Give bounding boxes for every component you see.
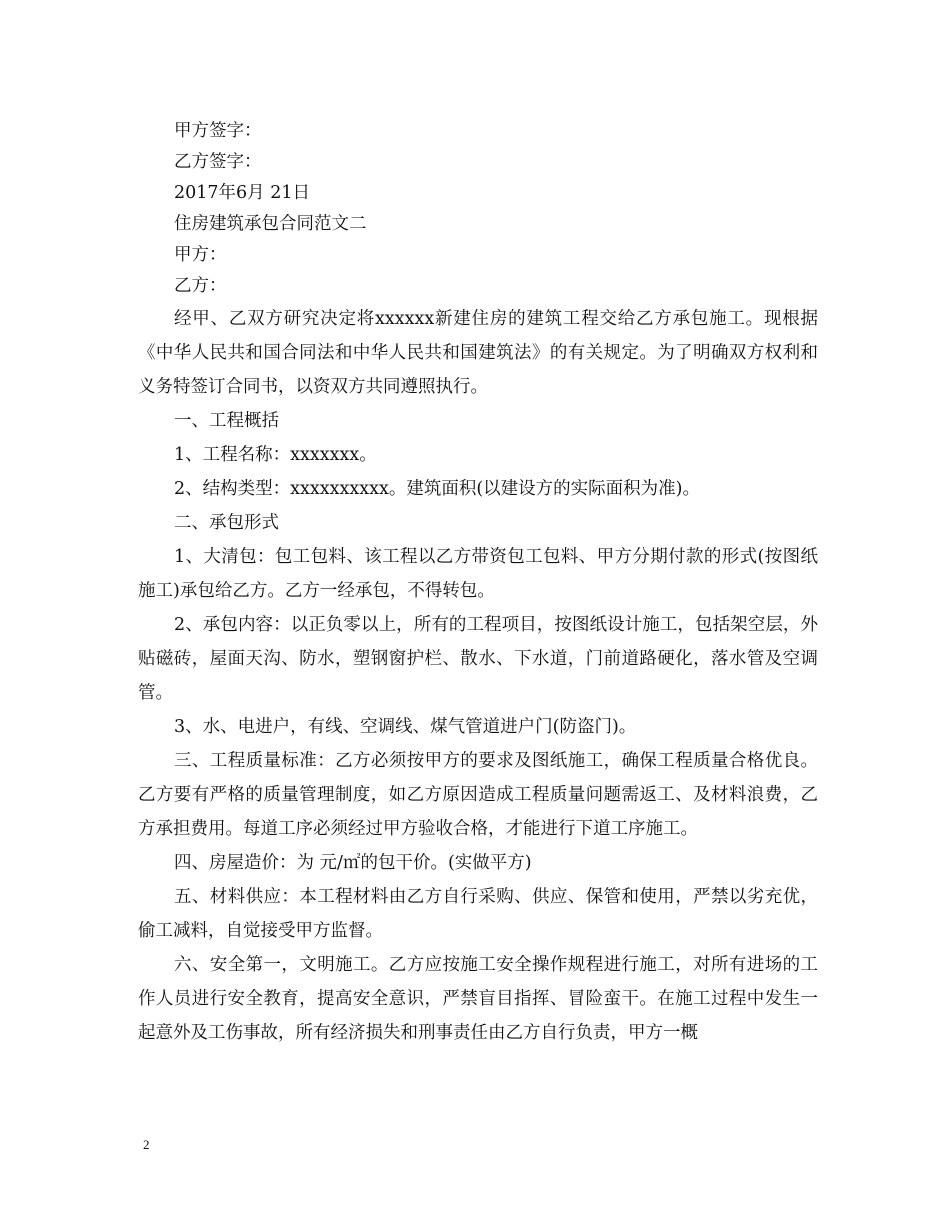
party-a-signature: 甲方签字： — [174, 121, 262, 141]
contract-form-item-1: 1、大清包：包工包料、该工程以乙方带资包工包料、甲方分期付款的形式(按图纸施工)承包给乙方。乙方一经承包，不得转包。 — [138, 547, 818, 601]
section-heading-overview: 一、工程概括 — [174, 411, 279, 431]
project-name-item: 1、工程名称：xxxxxxx。 — [174, 445, 377, 465]
signature-date: 2017年6月 21日 — [174, 183, 311, 203]
party-a-label: 甲方： — [174, 245, 227, 265]
material-supply-paragraph: 五、材料供应：本工程材料由乙方自行采购、供应、保管和使用，严禁以劣充优，偷工减料，自觉接受甲方监督。 — [138, 887, 818, 941]
document-body — [138, 116, 818, 1050]
structure-type-item: 2、结构类型：xxxxxxxxxx。建筑面积(以建设方的实际面积为准)。 — [174, 479, 700, 499]
party-b-label: 乙方： — [174, 276, 227, 296]
intro-paragraph: 经甲、乙双方研究决定将xxxxxx新建住房的建筑工程交给乙方承包施工。现根据《中华人民共和国合同法和中华人民共和国建筑法》的有关规定。为了明确双方权利和义务特签订合同书，以资双方共同遵照执行。 — [138, 309, 818, 397]
contract-title: 住房建筑承包合同范文二 — [174, 214, 367, 234]
section-heading-contract-form: 二、承包形式 — [174, 513, 279, 533]
party-b-signature: 乙方签字： — [174, 152, 262, 172]
contract-form-item-3: 3、水、电进户，有线、空调线、煤气管道进户门(防盗门)。 — [174, 717, 637, 737]
contract-form-item-2: 2、承包内容：以正负零以上，所有的工程项目，按图纸设计施工，包括架空层，外贴磁砖，屋面天沟、防水，塑钢窗护栏、散水、下水道，门前道路硬化，落水管及空调管。 — [138, 615, 818, 703]
quality-standard-paragraph: 三、工程质量标准：乙方必须按甲方的要求及图纸施工，确保工程质量合格优良。乙方要有严格的质量管理制度，如乙方原因造成工程质量问题需返工、及材料浪费，乙方承担费用。每道工序必须经过甲方验收合格，才能进行下道工序施工。 — [138, 751, 818, 839]
page-number: 2 — [143, 1137, 150, 1152]
house-price-paragraph: 四、房屋造价：为 元/㎡的包干价。(实做平方) — [174, 853, 532, 873]
safety-paragraph: 六、安全第一，文明施工。乙方应按施工安全操作规程进行施工，对所有进场的工作人员进行安全教育，提高安全意识，严禁盲目指挥、冒险蛮干。在施工过程中发生一起意外及工伤事故，所有经济损失和刑事责任由乙方自行负责，甲方一概 — [138, 955, 818, 1043]
